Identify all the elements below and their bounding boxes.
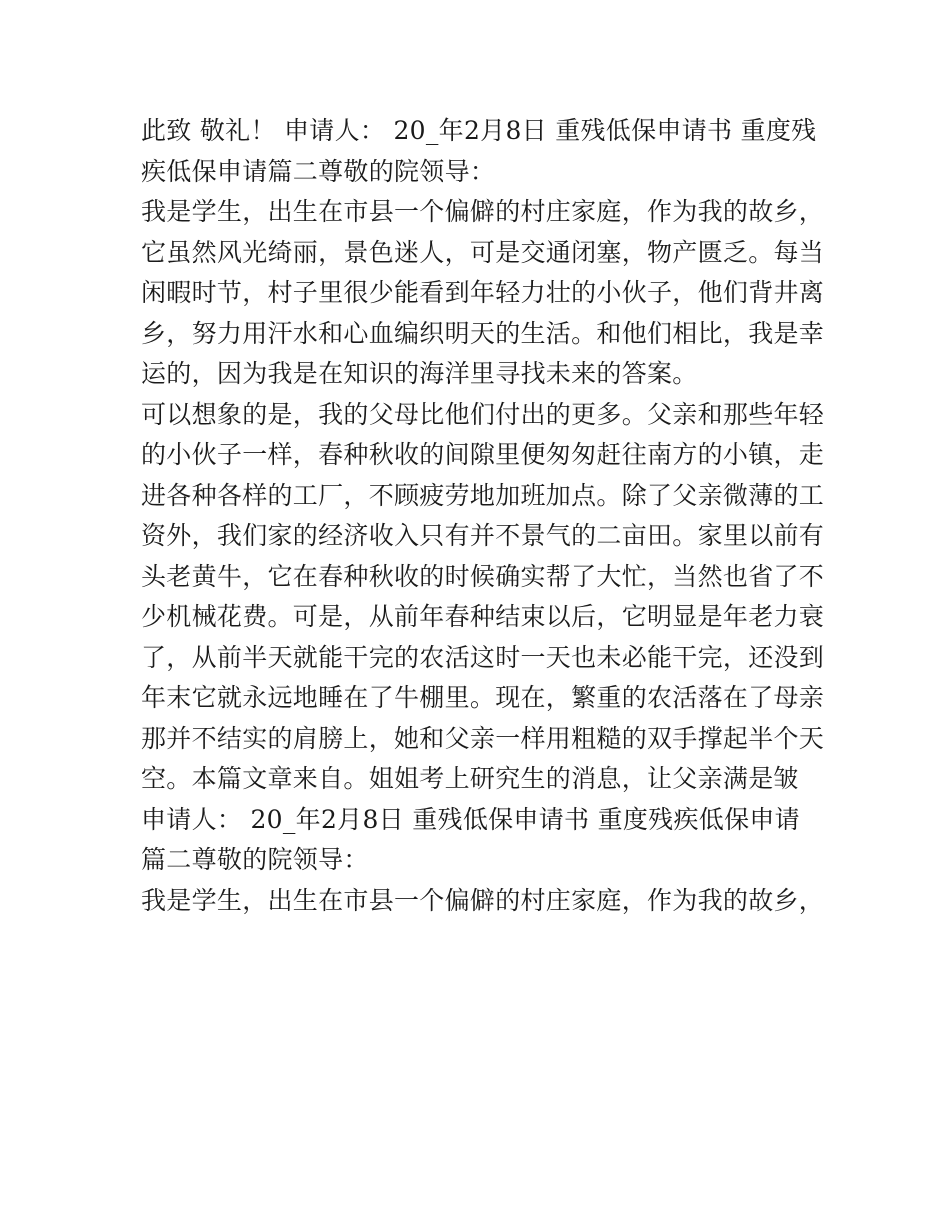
document-body: [141, 111, 825, 921]
text-line: 少机械花费。可是，从前年春种结束以后，它明显是年老力衰: [141, 602, 825, 631]
text-line: 篇二尊敬的院领导：: [141, 845, 369, 874]
text-line: 申请人： 20_年2月8日 重残低保申请书 重度残疾低保申请: [141, 804, 800, 834]
text-line: 此致 敬礼！ 申请人： 20_年2月8日 重残低保申请书 重度残: [141, 116, 817, 145]
text-line: 资外，我们家的经济收入只有并不景气的二亩田。家里以前有: [141, 521, 825, 550]
text-line: 我是学生，出生在市县一个偏僻的村庄家庭，作为我的故乡，: [141, 197, 825, 226]
text-line: 运的，因为我是在知识的海洋里寻找未来的答案。: [141, 359, 698, 388]
text-line: 可以想象的是，我的父母比他们付出的更多。父亲和那些年轻: [141, 399, 825, 429]
text-line: 头老黄牛，它在春种秋收的时候确实帮了大忙，当然也省了不: [141, 561, 825, 591]
text-line: 疾低保申请篇二尊敬的院领导：: [141, 156, 496, 186]
text-line: 我是学生，出生在市县一个偏僻的村庄家庭，作为我的故乡，: [141, 885, 825, 915]
text-line: 进各种各样的工厂，不顾疲劳地加班加点。除了父亲微薄的工: [141, 480, 825, 510]
text-line: 乡，努力用汗水和心血编织明天的生活。和他们相比，我是幸: [141, 318, 825, 348]
text-line: 它虽然风光绮丽，景色迷人，可是交通闭塞，物产匮乏。每当: [141, 237, 825, 267]
text-line: 闲暇时节，村子里很少能看到年轻力壮的小伙子，他们背井离: [141, 278, 825, 307]
text-line: 年末它就永远地睡在了牛棚里。现在，繁重的农活落在了母亲: [141, 683, 825, 712]
text-line: 那并不结实的肩膀上，她和父亲一样用粗糙的双手撑起半个天: [141, 723, 825, 753]
text-line: 了，从前半天就能干完的农活这时一天也未必能干完，还没到: [141, 642, 825, 672]
text-line: 的小伙子一样，春种秋收的间隙里便匆匆赶往南方的小镇，走: [141, 440, 825, 469]
text-line: 空。本篇文章来自。姐姐考上研究生的消息，让父亲满是皱: [141, 764, 799, 793]
